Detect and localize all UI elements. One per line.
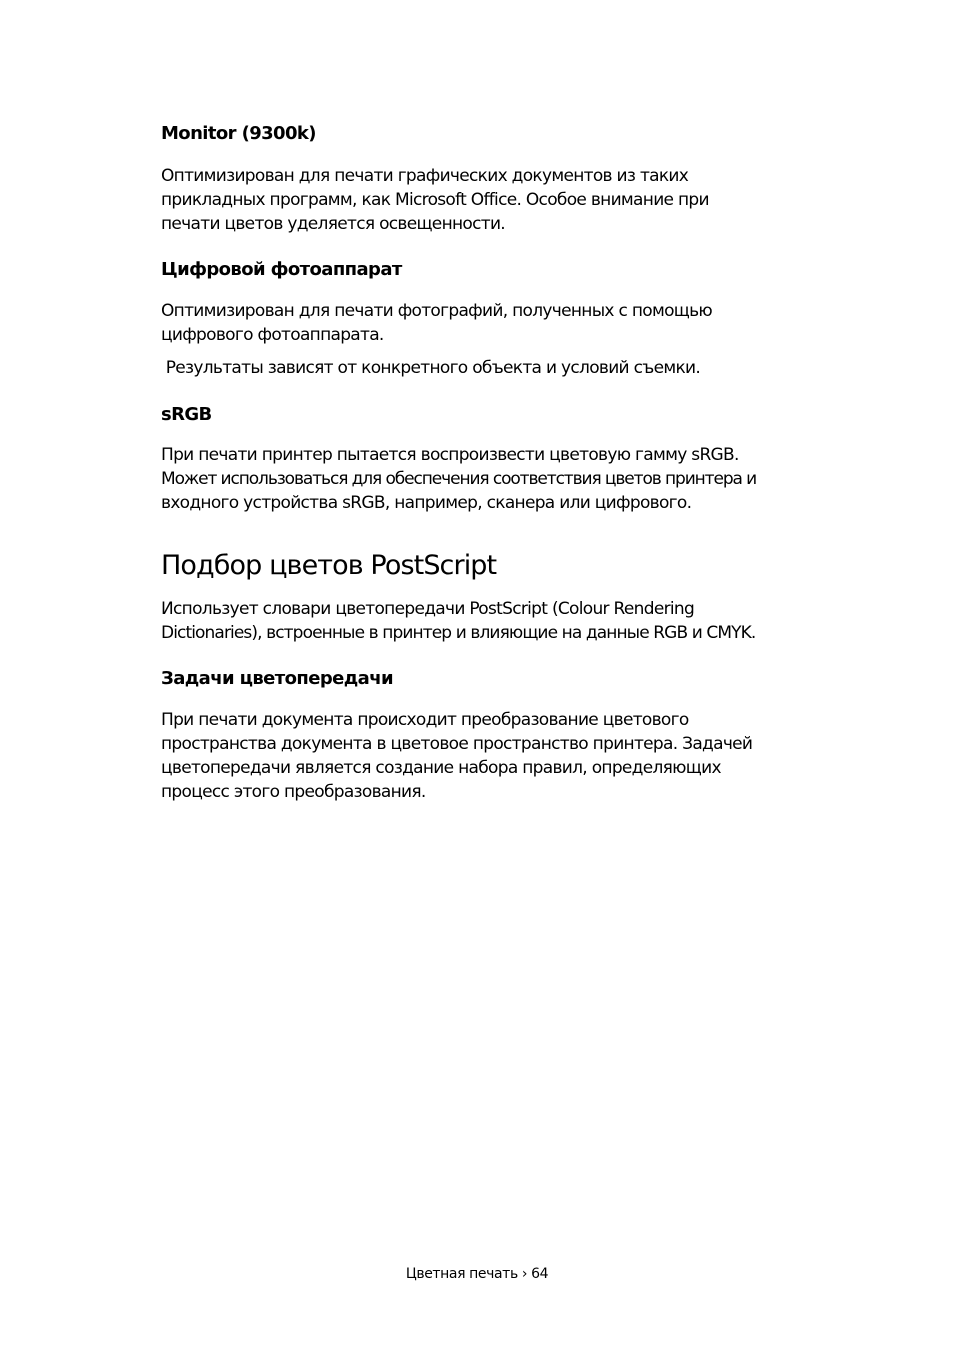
section-srgb-body bbox=[161, 443, 841, 515]
section-camera-note bbox=[161, 356, 841, 380]
text-line: печати цветов уделяется освещенности. bbox=[161, 214, 505, 234]
section-camera-body bbox=[161, 299, 841, 347]
text-line: При печати документа происходит преобразование цветового bbox=[161, 710, 689, 730]
text-line: При печати принтер пытается воспроизвести цветовую гамму sRGB. bbox=[161, 445, 739, 465]
text-line: Dictionaries), встроенные в принтер и влияющие на данные RGB и CMYK. bbox=[161, 623, 756, 643]
text-line: Результаты зависят от конкретного объекта и условий съемки. bbox=[161, 358, 701, 378]
text-line: цветопередачи является создание набора правил, определяющих bbox=[161, 758, 721, 778]
section-monitor-body bbox=[161, 164, 841, 236]
text-line: Оптимизирован для печати графических документов из таких bbox=[161, 166, 689, 186]
section-camera bbox=[161, 258, 841, 282]
text-line: прикладных программ, как Microsoft Office. Особое внимание при bbox=[161, 190, 709, 210]
paragraph bbox=[161, 597, 841, 645]
section-heading: Цифровой фотоаппарат bbox=[161, 259, 402, 280]
section-title: Подбор цветов PostScript bbox=[161, 550, 497, 581]
paragraph bbox=[161, 299, 841, 347]
paragraph bbox=[161, 356, 841, 380]
section-postscript bbox=[161, 549, 841, 583]
section-tasks-body bbox=[161, 708, 841, 804]
text-line: процесс этого преобразования. bbox=[161, 782, 426, 802]
section-heading: Задачи цветопередачи bbox=[161, 668, 393, 689]
section-postscript-body bbox=[161, 597, 841, 645]
paragraph bbox=[161, 708, 841, 804]
text-line: пространства документа в цветовое пространство принтера. Задачей bbox=[161, 734, 753, 754]
text-line: Использует словари цветопередачи PostScript (Colour Rendering bbox=[161, 599, 695, 619]
paragraph bbox=[161, 164, 841, 236]
section-heading: sRGB bbox=[161, 404, 212, 425]
section-tasks bbox=[161, 667, 841, 691]
section-srgb bbox=[161, 403, 841, 427]
text-line: Оптимизирован для печати фотографий, полученных с помощью bbox=[161, 301, 713, 321]
section-monitor bbox=[161, 122, 841, 146]
text-line: входного устройства sRGB, например, сканера или цифрового. bbox=[161, 493, 692, 513]
page-footer: Цветная печать › 64 bbox=[405, 1266, 549, 1282]
text-line: Может использоваться для обеспечения соответствия цветов принтера и bbox=[161, 469, 757, 489]
section-heading: Monitor (9300k) bbox=[161, 123, 316, 144]
text-line: цифрового фотоаппарата. bbox=[161, 325, 384, 345]
paragraph bbox=[161, 443, 841, 515]
